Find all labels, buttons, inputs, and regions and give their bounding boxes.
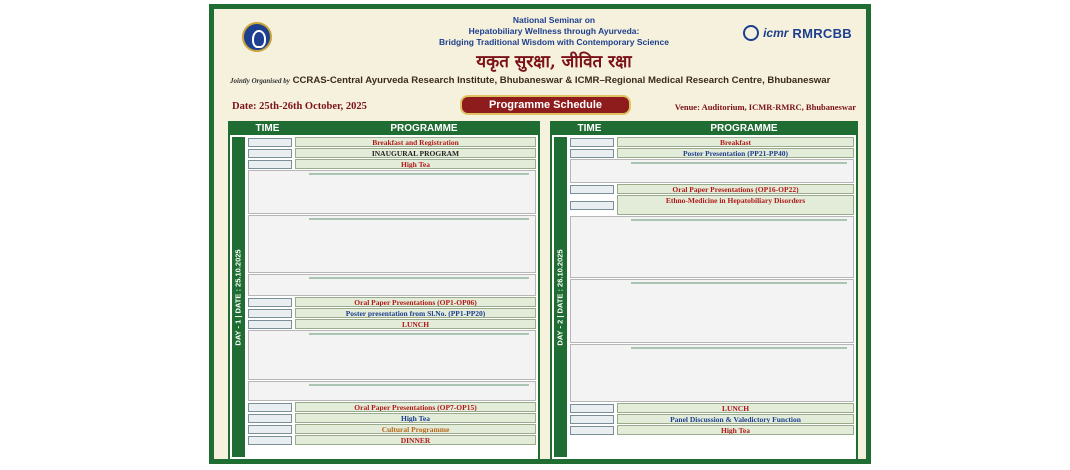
schedule-row — [248, 137, 536, 147]
schedule-row — [570, 148, 854, 158]
hindi-tagline: यकृत सुरक्षा, जीवित रक्षा — [476, 52, 632, 72]
seminar-venue: Venue: Auditorium, ICMR-RMRC, Bhubaneswar — [674, 102, 856, 112]
schedule-row — [248, 402, 536, 412]
technical-session-block — [248, 215, 536, 273]
schedule-row — [570, 184, 854, 194]
programme-cell: Poster Presentation (PP21-PP40) — [617, 148, 854, 158]
day1-schedule — [228, 121, 540, 459]
technical-session-block — [570, 216, 854, 278]
programme-cell: Oral Paper Presentations (OP7-OP15) — [295, 402, 536, 412]
day2-header — [552, 123, 856, 135]
schedule-row — [248, 297, 536, 307]
technical-session-block — [570, 279, 854, 343]
schedule-row — [248, 413, 536, 423]
schedule-row — [248, 159, 536, 169]
technical-session-block — [570, 159, 854, 183]
programme-cell: Oral Paper Presentations (OP16-OP22) — [617, 184, 854, 194]
technical-session-block — [248, 381, 536, 401]
time-cell — [570, 426, 614, 435]
poster-body — [214, 9, 866, 459]
organisers-line — [230, 75, 860, 86]
schedule-row — [570, 137, 854, 147]
day2-programme-header: PROGRAMME — [710, 123, 778, 134]
poster-frame — [209, 4, 871, 464]
schedule-row — [570, 414, 854, 424]
schedule-row — [248, 424, 536, 434]
technical-session-block — [248, 170, 536, 214]
technical-session-block — [248, 330, 536, 380]
day1-side-label: DAY - 1 | DATE : 25.10.2025 — [232, 137, 245, 457]
time-cell — [248, 403, 292, 412]
time-cell — [248, 425, 292, 434]
title-line-3: Bridging Traditional Wisdom with Contemporary Science — [439, 37, 669, 47]
day1-rows — [248, 137, 536, 457]
programme-cell: Breakfast — [617, 137, 854, 147]
schedule-row — [570, 403, 854, 413]
schedule-row — [248, 319, 536, 329]
programme-cell: DINNER — [295, 435, 536, 445]
time-cell — [570, 185, 614, 194]
day2-side-label: DAY - 2 | DATE : 26.10.2025 — [554, 137, 567, 457]
time-cell — [248, 149, 292, 158]
icmr-logo-text: icmr — [763, 26, 789, 40]
time-cell — [570, 201, 614, 210]
time-cell — [248, 436, 292, 445]
day1-programme-header: PROGRAMME — [390, 123, 458, 134]
time-cell — [570, 415, 614, 424]
title-line-1: National Seminar on — [512, 15, 596, 25]
programme-schedule-banner: Programme Schedule — [460, 95, 631, 115]
jointly-label: Jointly Organised by — [230, 77, 290, 85]
ccras-logo — [242, 22, 272, 52]
rmrc-logo-text: RMRCBB — [792, 25, 852, 41]
programme-cell: High Tea — [617, 425, 854, 435]
schedule-row — [248, 308, 536, 318]
time-cell — [570, 138, 614, 147]
day2-rows — [570, 137, 854, 457]
schedule-row — [570, 195, 854, 215]
title-line-2: Hepatobiliary Wellness through Ayurveda: — [468, 26, 640, 36]
time-cell — [570, 404, 614, 413]
icmr-seal-icon — [743, 25, 759, 41]
programme-cell: LUNCH — [295, 319, 536, 329]
programme-cell: Breakfast and Registration — [295, 137, 536, 147]
seminar-date: Date: 25th-26th October, 2025 — [232, 101, 367, 112]
programme-cell: Oral Paper Presentations (OP1-OP06) — [295, 297, 536, 307]
organisers-text: CCRAS-Central Ayurveda Research Institute, Bhubaneswar & ICMR–Regional Medical Research Centre, Bhubaneswar — [292, 75, 831, 86]
day1-header — [230, 123, 538, 135]
programme-cell: High Tea — [295, 413, 536, 423]
day2-schedule — [550, 121, 858, 459]
icmr-rmrc-logo — [743, 25, 852, 41]
programme-cell: High Tea — [295, 159, 536, 169]
time-cell — [248, 138, 292, 147]
programme-cell: Poster presentation from Sl.No. (PP1-PP20) — [295, 308, 536, 318]
programme-cell: LUNCH — [617, 403, 854, 413]
time-cell — [570, 149, 614, 158]
seminar-title — [364, 15, 744, 72]
time-cell — [248, 298, 292, 307]
time-cell — [248, 320, 292, 329]
time-cell — [248, 309, 292, 318]
programme-cell: Cultural Programme — [295, 424, 536, 434]
technical-session-block — [248, 274, 536, 296]
programme-cell: INAUGURAL PROGRAM — [295, 148, 536, 158]
programme-cell: Panel Discussion & Valedictory Function — [617, 414, 854, 424]
time-cell — [248, 414, 292, 423]
programme-cell: Ethno-Medicine in Hepatobiliary Disorders — [617, 195, 854, 215]
day2-time-header: TIME — [577, 123, 602, 134]
schedule-row — [570, 425, 854, 435]
technical-session-block — [570, 344, 854, 402]
time-cell — [248, 160, 292, 169]
schedule-row — [248, 148, 536, 158]
day1-time-header: TIME — [255, 123, 280, 134]
schedule-row — [248, 435, 536, 445]
